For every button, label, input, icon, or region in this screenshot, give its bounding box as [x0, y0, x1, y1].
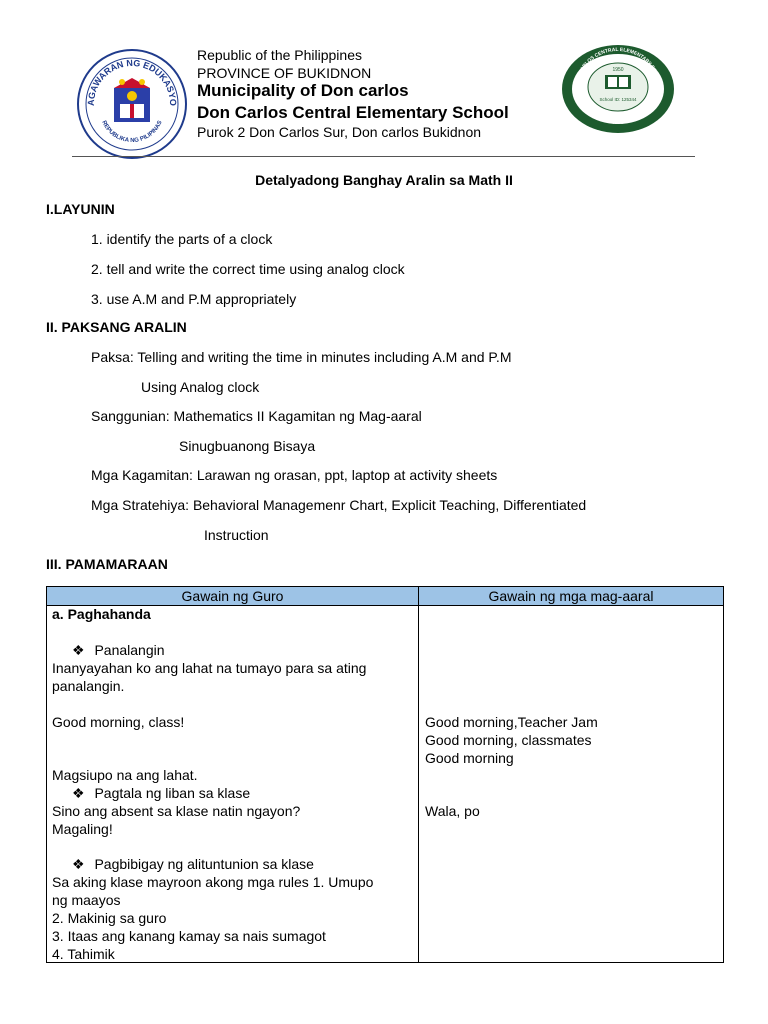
- teacher-line: Sa aking klase mayroon akong mga rules 1. Umupo: [52, 874, 374, 890]
- teacher-line: 2. Makinig sa guro: [52, 910, 167, 926]
- section-heading-paksang-aralin: II. PAKSANG ARALIN: [46, 319, 187, 335]
- stratehiya-continuation: Instruction: [204, 527, 269, 543]
- objective-item: 1. identify the parts of a clock: [91, 231, 273, 247]
- svg-text:KAGAWARAN NG EDUKASYON: AGAWARAN NG EDUKASYO: [85, 57, 179, 107]
- section-heading-pamamaraan: III. PAMAMARAAN: [46, 556, 168, 572]
- teacher-line: 4. Tahimik: [52, 946, 115, 962]
- deped-seal-logo: [76, 48, 188, 160]
- student-line: Wala, po: [425, 803, 480, 819]
- paksa-line: Paksa: Telling and writing the time in minutes including A.M and P.M: [91, 349, 512, 365]
- svg-text:School ID: 125344: School ID: 125344: [599, 97, 637, 102]
- header-school-name: Don Carlos Central Elementary School: [197, 103, 509, 122]
- teacher-activities-cell: [47, 606, 419, 963]
- subheading-paghahanda: a. Paghahanda: [52, 606, 151, 622]
- section-heading-layunin: I.LAYUNIN: [46, 201, 115, 217]
- teacher-line: ng maayos: [52, 892, 121, 908]
- paksa-continuation: Using Analog clock: [141, 379, 260, 395]
- table-header-magaaral: Gawain ng mga mag-aaral: [419, 587, 724, 606]
- teacher-line: Magaling!: [52, 821, 113, 837]
- student-activities-cell: [419, 606, 724, 963]
- student-line: Good morning,Teacher Jam: [425, 714, 598, 730]
- student-line: Good morning: [425, 750, 514, 766]
- header-municipality: Municipality of Don carlos: [197, 81, 409, 100]
- teacher-line: 3. Itaas ang kanang kamay sa nais sumagot: [52, 928, 326, 944]
- objective-item: 2. tell and write the correct time using analog clock: [91, 261, 405, 277]
- svg-text:REPUBLIKA NG PILIPINAS: REPUBLIKA NG PILIPINAS: [100, 119, 164, 145]
- svg-text:1950: 1950: [612, 67, 624, 73]
- stratehiya-line: Mga Stratehiya: Behavioral Managemenr Chart, Explicit Teaching, Differentiated: [91, 497, 587, 513]
- teacher-line: Magsiupo na ang lahat.: [52, 767, 198, 783]
- teacher-line: Sino ang absent sa klase natin ngayon?: [52, 803, 301, 819]
- document-title: Detalyadong Banghay Aralin sa Math II: [255, 172, 513, 188]
- svg-text:DON CARLOS CENTRAL ELEMENTARY: DON CARLOS CENTRAL ELEMENTARY SCHOOL: [574, 46, 662, 87]
- bullet-item: ❖ Pagbibigay ng alituntunion sa klase: [72, 856, 314, 872]
- svg-text:DON CARLOS BUKIDNON: DON CARLOS BUKIDNON: [594, 112, 642, 126]
- sanggunian-line: Sanggunian: Mathematics II Kagamitan ng Mag-aaral: [91, 408, 422, 424]
- school-seal-logo: [561, 44, 675, 134]
- objective-item: 3. use A.M and P.M appropriately: [91, 291, 297, 307]
- header-province: PROVINCE OF BUKIDNON: [197, 65, 372, 81]
- teacher-line: Inanyayahan ko ang lahat na tumayo para sa ating: [52, 660, 367, 676]
- teacher-line: Good morning, class!: [52, 714, 185, 730]
- kagamitan-line: Mga Kagamitan: Larawan ng orasan, ppt, laptop at activity sheets: [91, 467, 498, 483]
- lesson-procedure-table: [46, 586, 724, 963]
- sanggunian-continuation: Sinugbuanong Bisaya: [179, 438, 316, 454]
- diamond-bullet-icon: ❖: [72, 785, 85, 801]
- header-address: Purok 2 Don Carlos Sur, Don carlos Bukidnon: [197, 124, 482, 140]
- diamond-bullet-icon: ❖: [72, 642, 85, 658]
- diamond-bullet-icon: ❖: [72, 856, 85, 872]
- student-line: Good morning, classmates: [425, 732, 592, 748]
- bullet-item: ❖ Pagtala ng liban sa klase: [72, 785, 251, 801]
- bullet-item: ❖ Panalangin: [72, 642, 165, 658]
- header-divider: [72, 156, 695, 157]
- table-header-guro: Gawain ng Guro: [47, 587, 419, 606]
- header-republic: Republic of the Philippines: [197, 47, 362, 63]
- teacher-line: panalangin.: [52, 678, 125, 694]
